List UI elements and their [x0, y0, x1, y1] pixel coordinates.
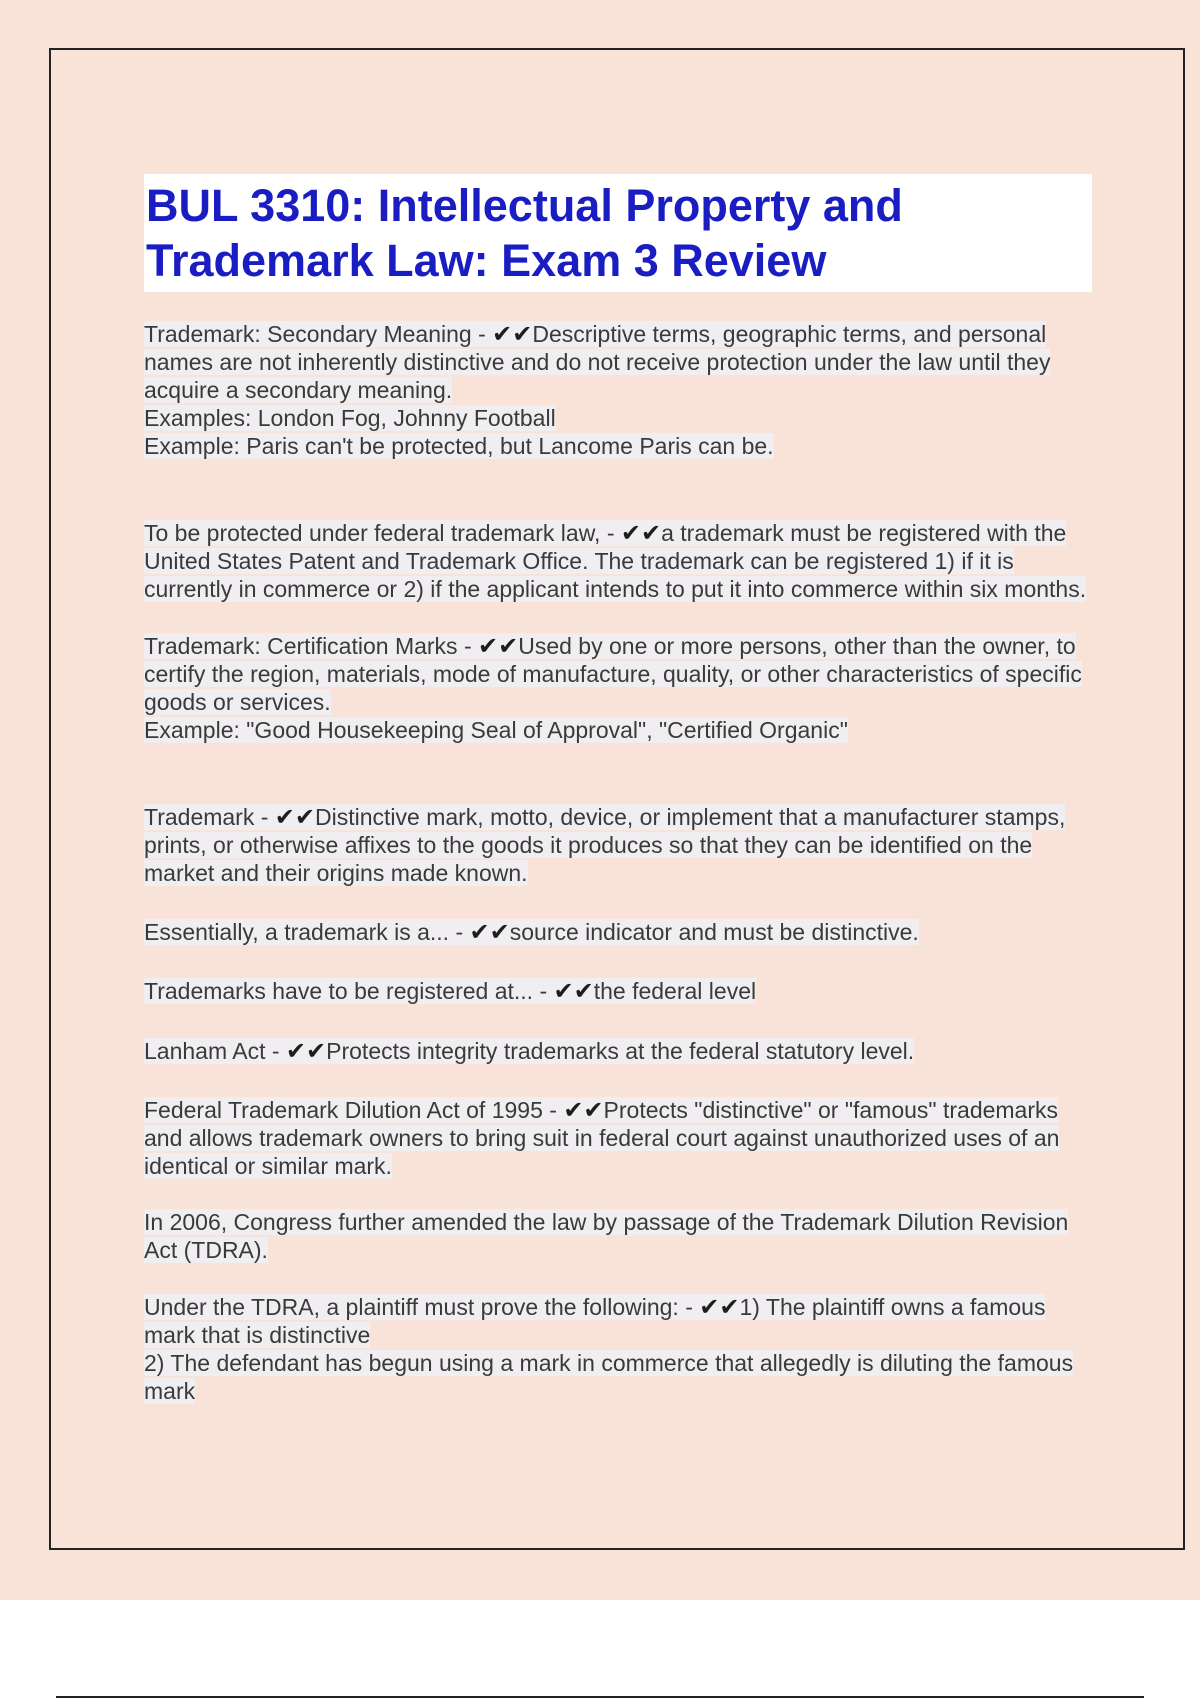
double-check-icon: ✔✔	[478, 632, 519, 660]
qa-entry-federal-protection	[144, 519, 1092, 603]
entry-prompt: Essentially, a trademark is a... -	[144, 919, 470, 945]
qa-entry-dilution-act	[144, 1096, 1092, 1180]
entry-prompt: Trademark: Certification Marks -	[144, 633, 478, 659]
entry-prompt: To be protected under federal trademark law, -	[144, 520, 621, 546]
double-check-icon: ✔✔	[563, 1096, 604, 1124]
qa-entry-secondary-meaning	[144, 320, 1092, 460]
entry-answer: Descriptive terms, geographic terms, and personal names are not inherently distinctive and do not receive protection under the law until they acquire a secondary meaning.	[144, 321, 1051, 403]
entry-prompt: Under the TDRA, a plaintiff must prove the following: -	[144, 1294, 700, 1320]
entry-answer: source indicator and must be distinctive.	[509, 919, 919, 945]
document-content	[144, 174, 1092, 1405]
entry-answer: a trademark must be registered with the United States Patent and Trademark Office. The trademark can be registered 1) if it is currently in commerce or 2) if the applicant intends to put it into commerce within six months.	[144, 520, 1087, 602]
qa-entry-source-indicator	[144, 918, 1092, 946]
double-check-icon: ✔✔	[699, 1293, 740, 1321]
footer-divider	[56, 1696, 1144, 1698]
entry-answer: Protects "distinctive" or "famous" trademarks and allows trademark owners to bring suit in federal court against unauthorized uses of an identical or similar mark.	[144, 1097, 1060, 1179]
title-block	[144, 174, 1092, 292]
entry-answer: Distinctive mark, motto, device, or implement that a manufacturer stamps, prints, or otherwise affixes to the goods it produces so that they can be identified on the market and their origins made known.	[144, 804, 1066, 886]
entry-answer: Example: "Good Housekeeping Seal of Approval", "Certified Organic"	[144, 717, 848, 743]
double-check-icon: ✔✔	[553, 977, 594, 1005]
double-check-icon: ✔✔	[492, 320, 533, 348]
document-title: BUL 3310: Intellectual Property and Trademark Law: Exam 3 Review	[146, 180, 903, 286]
entry-answer: 1) The plaintiff owns a famous mark that is distinctive	[144, 1294, 1046, 1348]
entry-answer: Examples: London Fog, Johnny Football	[144, 405, 556, 431]
entry-prompt: Trademark: Secondary Meaning -	[144, 321, 493, 347]
qa-entry-certification-marks	[144, 632, 1092, 744]
entry-answer: 2) The defendant has begun using a mark in commerce that allegedly is diluting the famous mark	[144, 1350, 1074, 1404]
qa-entry-tdra-note	[144, 1208, 1092, 1264]
entry-answer: the federal level	[593, 978, 757, 1004]
double-check-icon: ✔✔	[620, 519, 662, 547]
qa-entry-lanham-act	[144, 1037, 1092, 1065]
qa-entry-tdra-proof	[144, 1293, 1092, 1405]
entry-answer: Used by one or more persons, other than the owner, to certify the region, materials, mode of manufacture, quality, or other characteristics of specific goods or services.	[144, 633, 1082, 715]
double-check-icon: ✔✔	[469, 918, 510, 946]
qa-entry-registration-level	[144, 977, 1092, 1005]
entry-answer: Example: Paris can't be protected, but Lancome Paris can be.	[144, 433, 774, 459]
entry-prompt: In 2006, Congress further amended the law by passage of the Trademark Dilution Revision Act (TDRA).	[144, 1209, 1069, 1263]
entry-prompt: Lanham Act -	[144, 1038, 286, 1064]
double-check-icon: ✔✔	[285, 1037, 327, 1065]
double-check-icon: ✔✔	[274, 803, 315, 831]
entry-answer: Protects integrity trademarks at the federal statutory level.	[326, 1038, 915, 1064]
qa-entry-trademark	[144, 803, 1092, 887]
entry-prompt: Federal Trademark Dilution Act of 1995 -	[144, 1097, 564, 1123]
entry-prompt: Trademark -	[144, 804, 275, 830]
entry-prompt: Trademarks have to be registered at... -	[144, 978, 554, 1004]
